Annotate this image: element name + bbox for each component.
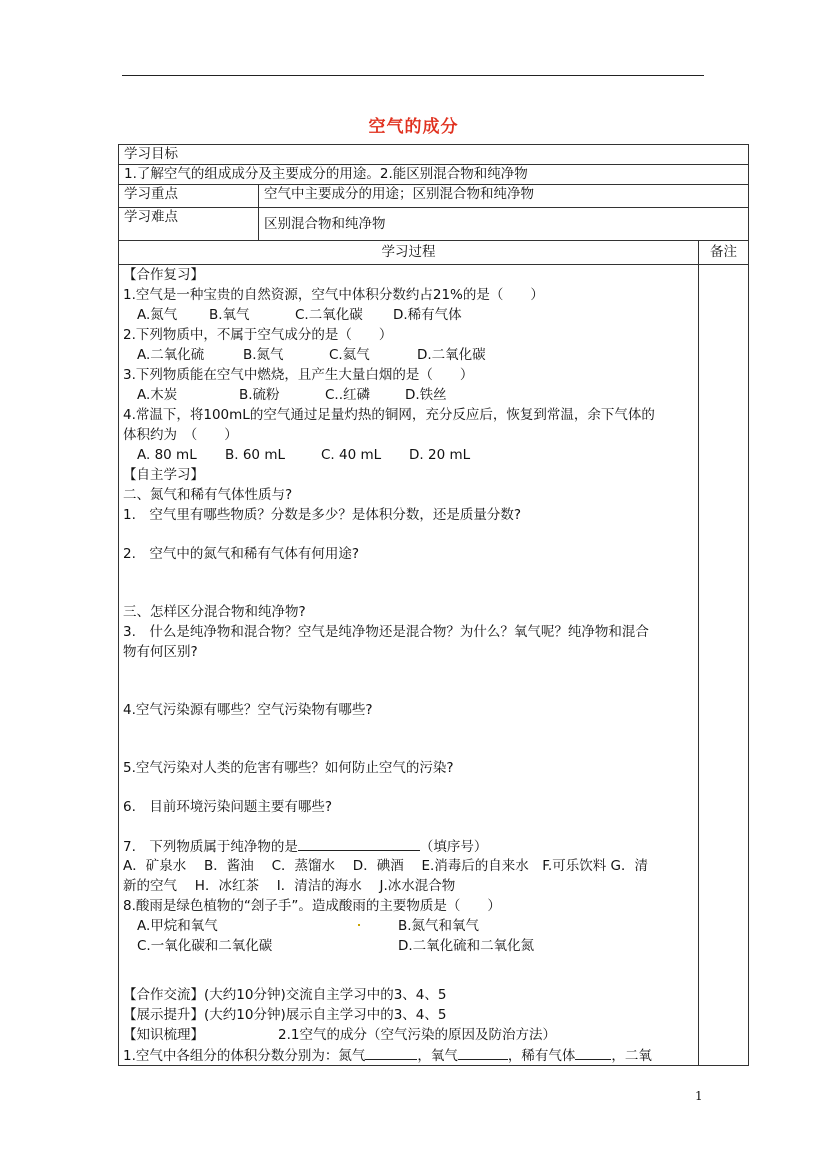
question-1: 1.空气是一种宝贵的自然资源，空气中体积分数约占21%的是（ ）	[123, 287, 544, 303]
rare-gas-blank[interactable]	[575, 1045, 611, 1060]
question-1-options	[123, 305, 694, 325]
option: A.氮气	[137, 307, 178, 323]
option: B.氧气	[209, 307, 250, 323]
option: B.硫粉	[239, 387, 280, 403]
section-summary-text: 2.1空气的成分（空气污染的原因及防治方法）	[278, 1027, 556, 1043]
prompt-3-line-2: 物有何区别?	[123, 644, 198, 660]
option: C..红磷	[325, 387, 371, 403]
page-title: 空气的成分	[368, 117, 459, 137]
page-number: 1	[695, 1089, 703, 1103]
summary-item-1-text: 1.空气中各组分的体积分数分别为：氮气	[123, 1048, 366, 1064]
option: A. 80 mL	[137, 447, 197, 463]
key-text: 空气中主要成分的用途；区别混合物和纯净物	[259, 185, 749, 208]
option: D.稀有气体	[393, 307, 462, 323]
nitrogen-blank[interactable]	[365, 1045, 417, 1060]
section-self-study: 【自主学习】	[123, 467, 204, 483]
prompt-8: 8.酸雨是绿色植物的“刽子手”。造成酸雨的主要物质是（ ）	[123, 898, 501, 914]
header-rule	[122, 75, 704, 76]
question-4-line-1: 4.常温下，将100mL的空气通过足量灼热的铜网，充分反应后，恢复到常温，余下气体的	[123, 407, 655, 423]
option: B.氮气和氧气	[398, 918, 480, 934]
goal-label: 学习目标	[119, 145, 749, 165]
process-content	[119, 265, 699, 1066]
summary-item-1	[123, 1045, 694, 1065]
question-4-line-2: 体积约为 （ ）	[123, 427, 238, 443]
oxygen-blank[interactable]	[458, 1045, 508, 1060]
answer-blank[interactable]	[298, 836, 420, 851]
prompt-7-options-line-2: 新的空气 H．冰红茶 I．清洁的海水 J.冰水混合物	[123, 878, 456, 894]
prompt-7	[123, 836, 694, 856]
question-2: 2.下列物质中，不属于空气成分的是（ ）	[123, 327, 393, 343]
prompt-3-line-1: 3. 什么是纯净物和混合物？空气是纯净物还是混合物？为什么？氧气呢？纯净物和混合	[123, 624, 649, 640]
prompt-6: 6. 目前环境污染问题主要有哪些?	[123, 799, 333, 815]
notes-header: 备注	[699, 241, 749, 265]
prompt-4: 4.空气污染源有哪些？空气污染物有哪些?	[123, 702, 373, 718]
stray-mark	[358, 924, 360, 926]
question-2-options	[123, 345, 694, 365]
section-summary-label: 【知识梳理】	[123, 1027, 204, 1043]
notes-column	[699, 265, 749, 1066]
prompt-7-text: 7. 下列物质属于纯净物的是	[123, 839, 298, 855]
option: D.二氧化碳	[417, 347, 486, 363]
option: A.木炭	[137, 387, 178, 403]
option: D.二氧化硫和二氧化氮	[398, 938, 535, 954]
prompt-8-options-row-1	[123, 916, 694, 936]
difficulty-text: 区别混合物和纯净物	[259, 208, 749, 241]
question-4-options	[123, 445, 694, 465]
section-showcase: 【展示提升】(大约10分钟)展示自主学习中的3、4、5	[123, 1007, 447, 1023]
prompt-7-suffix: （填序号）	[419, 839, 488, 855]
section-review: 【合作复习】	[123, 267, 204, 283]
option: C.一氧化碳和二氧化碳	[137, 938, 273, 954]
oxygen-label: ，氧气	[417, 1048, 458, 1064]
heading-3: 三、怎样区分混合物和纯净物?	[123, 604, 306, 620]
option: C.二氧化碳	[295, 307, 363, 323]
difficulty-label: 学习难点	[119, 208, 259, 241]
prompt-8-options-row-2	[123, 936, 694, 956]
option: D.铁丝	[405, 387, 447, 403]
heading-2: 二、氮气和稀有气体性质与?	[123, 487, 293, 503]
section-exchange: 【合作交流】(大约10分钟)交流自主学习中的3、4、5	[123, 987, 447, 1003]
option: A.甲烷和氧气	[137, 918, 218, 934]
prompt-2: 2. 空气中的氮气和稀有气体有何用途?	[123, 546, 360, 562]
co2-label: ，二氧	[611, 1048, 652, 1064]
question-3-options	[123, 385, 694, 405]
option: C. 40 mL	[321, 447, 382, 463]
option: C.氦气	[329, 347, 370, 363]
goal-text: 1.了解空气的组成成分及主要成分的用途。2.能区别混合物和纯净物	[119, 165, 749, 185]
option: B.氮气	[243, 347, 284, 363]
process-header: 学习过程	[119, 241, 699, 265]
question-3: 3.下列物质能在空气中燃烧，且产生大量白烟的是（ ）	[123, 367, 474, 383]
prompt-1: 1. 空气里有哪些物质？分数是多少？是体积分数，还是质量分数?	[123, 507, 522, 523]
option: A.二氧化硫	[137, 347, 205, 363]
prompt-5: 5.空气污染对人类的危害有哪些？如何防止空气的污染?	[123, 760, 454, 776]
study-plan-table	[118, 144, 749, 1066]
key-label: 学习重点	[119, 185, 259, 208]
option: B. 60 mL	[225, 447, 285, 463]
section-summary	[123, 1025, 694, 1045]
option: D. 20 mL	[409, 447, 471, 463]
rare-gas-label: ，稀有气体	[507, 1048, 576, 1064]
prompt-7-options-line-1: A．矿泉水 B．酱油 C．蒸馏水 D．碘酒 E.消毒后的自来水 F.可乐饮料 G．清	[123, 858, 648, 874]
